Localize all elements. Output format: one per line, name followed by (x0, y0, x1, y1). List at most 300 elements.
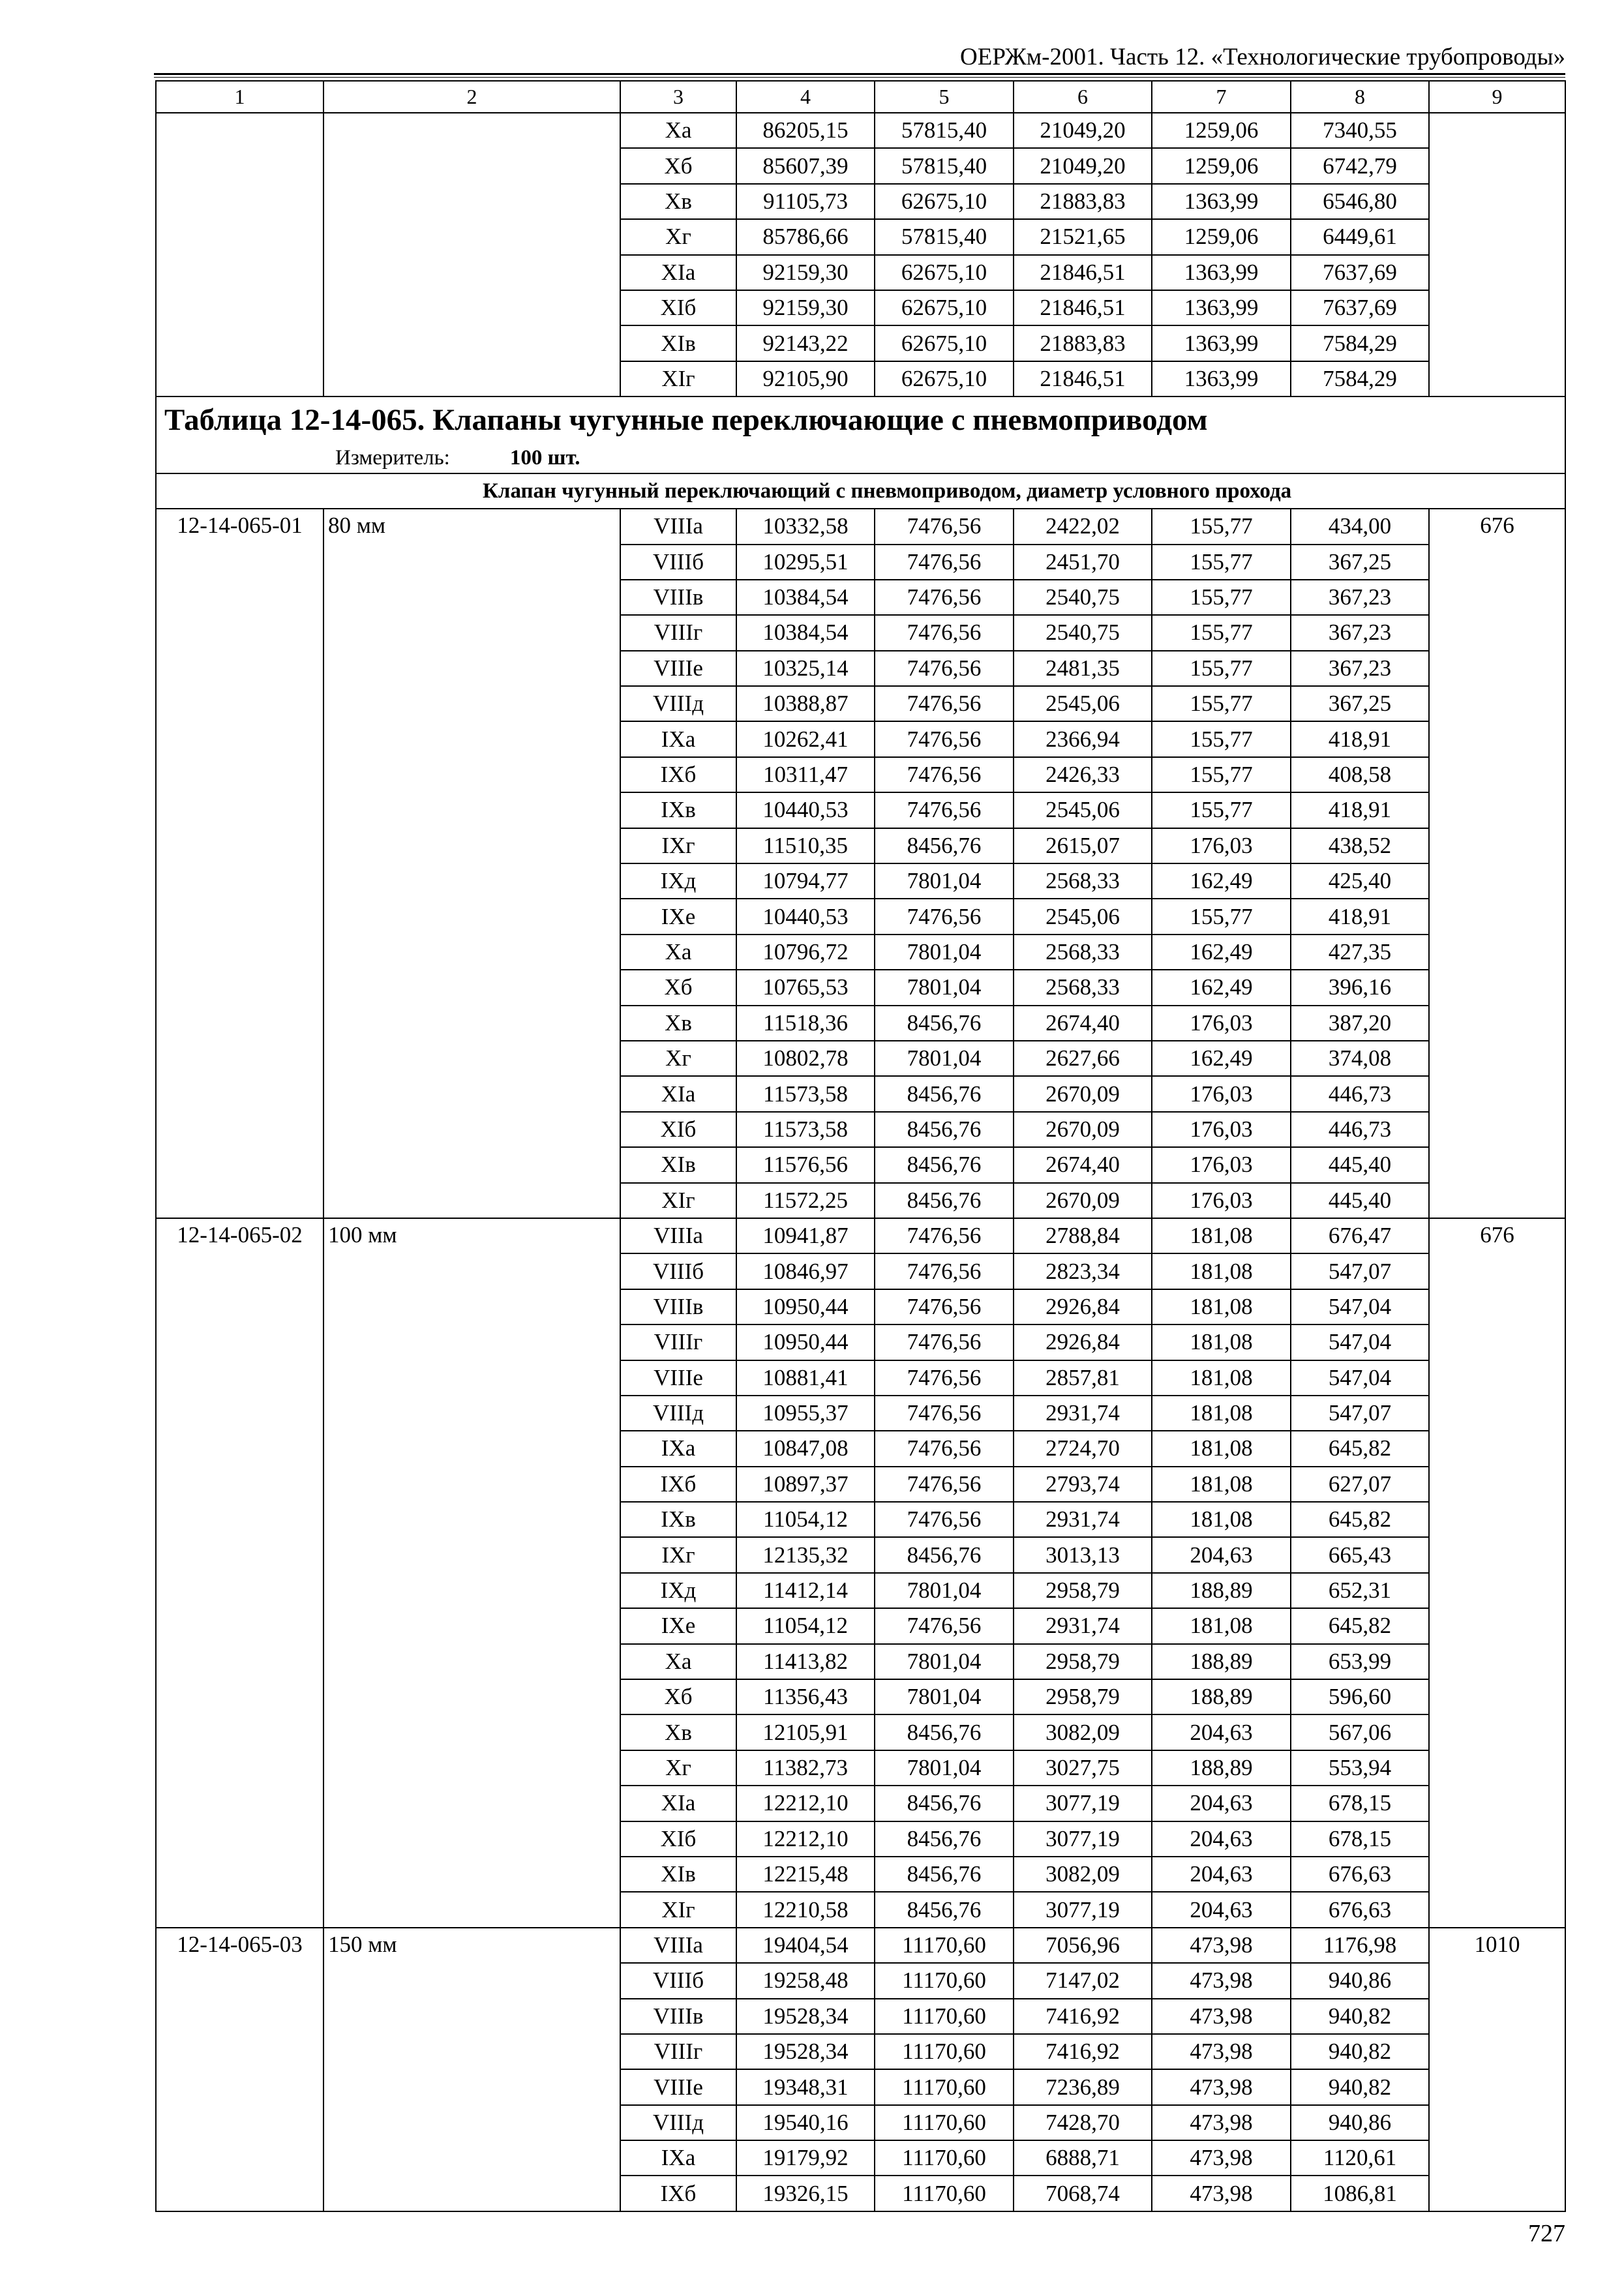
value-cell: 676,63 (1291, 1857, 1429, 1892)
value-cell: 12105,91 (736, 1714, 875, 1750)
column-number: 6 (1014, 81, 1152, 113)
value-cell: 10796,72 (736, 935, 875, 970)
zone-cell: VIIIa (620, 1218, 736, 1253)
value-cell: 1176,98 (1291, 1928, 1429, 1963)
zone-cell: VIIIa (620, 509, 736, 544)
value-cell: 11573,58 (736, 1112, 875, 1147)
value-cell: 2568,33 (1014, 863, 1152, 899)
value-cell: 57815,40 (875, 219, 1014, 254)
table-row (156, 1218, 1565, 1253)
zone-cell: IXб (620, 2176, 736, 2211)
zone-cell: VIIIв (620, 1999, 736, 2034)
value-cell: 2674,40 (1014, 1006, 1152, 1041)
value-cell: 2627,66 (1014, 1041, 1152, 1076)
empty-cell (1429, 113, 1565, 396)
value-cell: 2670,09 (1014, 1112, 1152, 1147)
empty-cell (323, 113, 620, 396)
column-number: 3 (620, 81, 736, 113)
value-cell: 204,63 (1152, 1821, 1291, 1857)
value-cell: 204,63 (1152, 1786, 1291, 1821)
value-cell: 21049,20 (1014, 113, 1152, 148)
table-row (156, 1928, 1565, 1963)
zone-cell: XIг (620, 1183, 736, 1218)
zone-cell: XIa (620, 1786, 736, 1821)
value-cell: 57815,40 (875, 113, 1014, 148)
table-title-cell (156, 396, 1565, 473)
value-cell: 473,98 (1152, 2069, 1291, 2104)
value-cell: 155,77 (1152, 686, 1291, 721)
value-cell: 8456,76 (875, 1183, 1014, 1218)
value-cell: 473,98 (1152, 2105, 1291, 2140)
value-cell: 11170,60 (875, 2034, 1014, 2069)
empty-cell (156, 113, 323, 396)
value-cell: 162,49 (1152, 863, 1291, 899)
table-title-row (156, 396, 1565, 473)
value-cell: 11518,36 (736, 1006, 875, 1041)
zone-cell: VIIIг (620, 1324, 736, 1360)
value-cell: 418,91 (1291, 721, 1429, 756)
value-cell: 19528,34 (736, 1999, 875, 2034)
value-cell: 2674,40 (1014, 1147, 1152, 1182)
value-cell: 12135,32 (736, 1537, 875, 1572)
value-cell: 12215,48 (736, 1857, 875, 1892)
value-cell: 188,89 (1152, 1750, 1291, 1786)
zone-cell: VIIIд (620, 686, 736, 721)
zone-cell: VIIIв (620, 580, 736, 615)
meter-label: Измеритель: (335, 446, 450, 470)
value-cell: 7416,92 (1014, 1999, 1152, 2034)
value-cell: 2793,74 (1014, 1467, 1152, 1502)
value-cell: 7476,56 (875, 1467, 1014, 1502)
value-cell: 10950,44 (736, 1289, 875, 1324)
value-cell: 1120,61 (1291, 2140, 1429, 2176)
value-cell: 7476,56 (875, 757, 1014, 792)
value-cell: 181,08 (1152, 1467, 1291, 1502)
value-cell: 408,58 (1291, 757, 1429, 792)
value-cell: 2540,75 (1014, 580, 1152, 615)
value-cell: 8456,76 (875, 1821, 1014, 1857)
value-cell: 19179,92 (736, 2140, 875, 2176)
zone-cell: IXe (620, 899, 736, 934)
value-cell: 940,82 (1291, 2069, 1429, 2104)
value-cell: 21883,83 (1014, 325, 1152, 361)
value-cell: 181,08 (1152, 1431, 1291, 1466)
value-cell: 7801,04 (875, 970, 1014, 1005)
value-cell: 367,23 (1291, 615, 1429, 650)
table-row (156, 113, 1565, 148)
value-cell: 3077,19 (1014, 1821, 1152, 1857)
value-cell: 2926,84 (1014, 1289, 1152, 1324)
value-cell: 1363,99 (1152, 255, 1291, 290)
value-cell: 2540,75 (1014, 615, 1152, 650)
value-cell: 181,08 (1152, 1396, 1291, 1431)
value-cell: 7584,29 (1291, 325, 1429, 361)
item-norm: 676 (1429, 1218, 1565, 1928)
zone-cell: IXe (620, 1608, 736, 1643)
zone-cell: IXд (620, 1573, 736, 1608)
value-cell: 2931,74 (1014, 1396, 1152, 1431)
value-cell: 2451,70 (1014, 545, 1152, 580)
meter-line (164, 443, 1557, 473)
value-cell: 155,77 (1152, 509, 1291, 544)
value-cell: 181,08 (1152, 1253, 1291, 1289)
value-cell: 8456,76 (875, 1147, 1014, 1182)
value-cell: 2670,09 (1014, 1183, 1152, 1218)
item-diameter: 150 мм (323, 1928, 620, 2211)
value-cell: 3027,75 (1014, 1750, 1152, 1786)
value-cell: 2958,79 (1014, 1679, 1152, 1714)
value-cell: 3082,09 (1014, 1714, 1152, 1750)
value-cell: 10388,87 (736, 686, 875, 721)
value-cell: 7236,89 (1014, 2069, 1152, 2104)
value-cell: 181,08 (1152, 1360, 1291, 1396)
value-cell: 645,82 (1291, 1608, 1429, 1643)
value-cell: 7801,04 (875, 1573, 1014, 1608)
value-cell: 653,99 (1291, 1644, 1429, 1679)
value-cell: 6546,80 (1291, 184, 1429, 219)
value-cell: 19528,34 (736, 2034, 875, 2069)
value-cell: 11170,60 (875, 1928, 1014, 1963)
value-cell: 21846,51 (1014, 290, 1152, 325)
value-cell: 446,73 (1291, 1112, 1429, 1147)
value-cell: 7801,04 (875, 935, 1014, 970)
zone-cell: VIIIб (620, 1963, 736, 1998)
value-cell: 547,07 (1291, 1396, 1429, 1431)
zone-cell: VIIIг (620, 615, 736, 650)
zone-cell: IXд (620, 863, 736, 899)
value-cell: 162,49 (1152, 970, 1291, 1005)
value-cell: 2931,74 (1014, 1502, 1152, 1537)
value-cell: 367,25 (1291, 686, 1429, 721)
value-cell: 62675,10 (875, 184, 1014, 219)
value-cell: 7476,56 (875, 721, 1014, 756)
value-cell: 7637,69 (1291, 290, 1429, 325)
value-cell: 676,47 (1291, 1218, 1429, 1253)
value-cell: 1259,06 (1152, 148, 1291, 183)
value-cell: 445,40 (1291, 1147, 1429, 1182)
value-cell: 7056,96 (1014, 1928, 1152, 1963)
value-cell: 10440,53 (736, 899, 875, 934)
zone-cell: VIIIв (620, 1289, 736, 1324)
item-diameter: 80 мм (323, 509, 620, 1218)
value-cell: 676,63 (1291, 1892, 1429, 1927)
zone-cell: VIIIд (620, 2105, 736, 2140)
value-cell: 10262,41 (736, 721, 875, 756)
value-cell: 21846,51 (1014, 361, 1152, 396)
value-cell: 7801,04 (875, 1750, 1014, 1786)
value-cell: 7476,56 (875, 1324, 1014, 1360)
zone-cell: VIIIe (620, 651, 736, 686)
value-cell: 62675,10 (875, 290, 1014, 325)
value-cell: 547,07 (1291, 1253, 1429, 1289)
value-cell: 11576,56 (736, 1147, 875, 1182)
zone-cell: Xг (620, 1041, 736, 1076)
value-cell: 176,03 (1152, 1112, 1291, 1147)
value-cell: 11170,60 (875, 1963, 1014, 1998)
running-header: ОЕРЖм-2001. Часть 12. «Технологические трубопроводы» (960, 44, 1565, 70)
zone-cell: Xa (620, 1644, 736, 1679)
value-cell: 8456,76 (875, 1786, 1014, 1821)
value-cell: 10332,58 (736, 509, 875, 544)
value-cell: 367,23 (1291, 580, 1429, 615)
zone-cell: XIб (620, 1112, 736, 1147)
zone-cell: IXa (620, 1431, 736, 1466)
value-cell: 10802,78 (736, 1041, 875, 1076)
value-cell: 418,91 (1291, 899, 1429, 934)
zone-cell: Xa (620, 113, 736, 148)
value-cell: 7416,92 (1014, 2034, 1152, 2069)
value-cell: 446,73 (1291, 1076, 1429, 1111)
value-cell: 155,77 (1152, 580, 1291, 615)
value-cell: 204,63 (1152, 1857, 1291, 1892)
value-cell: 7801,04 (875, 863, 1014, 899)
value-cell: 2823,34 (1014, 1253, 1152, 1289)
value-cell: 12212,10 (736, 1821, 875, 1857)
value-cell: 62675,10 (875, 361, 1014, 396)
value-cell: 86205,15 (736, 113, 875, 148)
value-cell: 2481,35 (1014, 651, 1152, 686)
value-cell: 2931,74 (1014, 1608, 1152, 1643)
zone-cell: XIa (620, 1076, 736, 1111)
table-subheading: Клапан чугунный переключающий с пневмоприводом, диаметр условного прохода (156, 473, 1565, 509)
value-cell: 162,49 (1152, 1041, 1291, 1076)
value-cell: 7476,56 (875, 509, 1014, 544)
value-cell: 2958,79 (1014, 1573, 1152, 1608)
value-cell: 547,04 (1291, 1289, 1429, 1324)
value-cell: 2568,33 (1014, 970, 1152, 1005)
zone-cell: VIIIe (620, 1360, 736, 1396)
value-cell: 7476,56 (875, 1502, 1014, 1537)
zone-cell: IXб (620, 757, 736, 792)
value-cell: 8456,76 (875, 1892, 1014, 1927)
zone-cell: Xб (620, 148, 736, 183)
value-cell: 2366,94 (1014, 721, 1152, 756)
value-cell: 10311,47 (736, 757, 875, 792)
value-cell: 3013,13 (1014, 1537, 1152, 1572)
value-cell: 7476,56 (875, 1360, 1014, 1396)
value-cell: 7476,56 (875, 899, 1014, 934)
zone-cell: IXг (620, 828, 736, 863)
value-cell: 188,89 (1152, 1679, 1291, 1714)
value-cell: 7476,56 (875, 1431, 1014, 1466)
value-cell: 645,82 (1291, 1431, 1429, 1466)
page-number: 727 (1528, 2220, 1565, 2247)
value-cell: 7068,74 (1014, 2176, 1152, 2211)
table-row (156, 509, 1565, 544)
zone-cell: XIб (620, 290, 736, 325)
value-cell: 7476,56 (875, 545, 1014, 580)
value-cell: 181,08 (1152, 1218, 1291, 1253)
value-cell: 1363,99 (1152, 184, 1291, 219)
value-cell: 155,77 (1152, 545, 1291, 580)
value-cell: 155,77 (1152, 651, 1291, 686)
value-cell: 11382,73 (736, 1750, 875, 1786)
meter-value: 100 шт. (509, 446, 580, 470)
value-cell: 418,91 (1291, 792, 1429, 828)
zone-cell: VIIIб (620, 1253, 736, 1289)
value-cell: 596,60 (1291, 1679, 1429, 1714)
value-cell: 7801,04 (875, 1041, 1014, 1076)
zone-cell: VIIIд (620, 1396, 736, 1431)
value-cell: 387,20 (1291, 1006, 1429, 1041)
value-cell: 425,40 (1291, 863, 1429, 899)
value-cell: 21883,83 (1014, 184, 1152, 219)
zone-cell: XIв (620, 1857, 736, 1892)
value-cell: 2426,33 (1014, 757, 1152, 792)
value-cell: 7476,56 (875, 615, 1014, 650)
value-cell: 6742,79 (1291, 148, 1429, 183)
value-cell: 11356,43 (736, 1679, 875, 1714)
zone-cell: XIв (620, 325, 736, 361)
value-cell: 12210,58 (736, 1892, 875, 1927)
value-cell: 10881,41 (736, 1360, 875, 1396)
value-cell: 2615,07 (1014, 828, 1152, 863)
zone-cell: IXв (620, 1502, 736, 1537)
value-cell: 92105,90 (736, 361, 875, 396)
zone-cell: Xв (620, 1006, 736, 1041)
value-cell: 367,23 (1291, 651, 1429, 686)
value-cell: 7637,69 (1291, 255, 1429, 290)
zone-cell: Xв (620, 184, 736, 219)
value-cell: 547,04 (1291, 1324, 1429, 1360)
value-cell: 2857,81 (1014, 1360, 1152, 1396)
value-cell: 473,98 (1152, 2034, 1291, 2069)
value-cell: 1363,99 (1152, 361, 1291, 396)
value-cell: 10325,14 (736, 651, 875, 686)
value-cell: 19404,54 (736, 1928, 875, 1963)
value-cell: 11054,12 (736, 1502, 875, 1537)
value-cell: 7147,02 (1014, 1963, 1152, 1998)
value-cell: 2545,06 (1014, 686, 1152, 721)
value-cell: 2545,06 (1014, 899, 1152, 934)
value-cell: 7476,56 (875, 686, 1014, 721)
value-cell: 204,63 (1152, 1892, 1291, 1927)
header-rule (154, 73, 1565, 75)
item-norm: 676 (1429, 509, 1565, 1218)
column-number: 2 (323, 81, 620, 113)
column-number: 5 (875, 81, 1014, 113)
value-cell: 2724,70 (1014, 1431, 1152, 1466)
value-cell: 553,94 (1291, 1750, 1429, 1786)
header-rule-thin (154, 77, 1565, 78)
value-cell: 940,86 (1291, 2105, 1429, 2140)
value-cell: 11054,12 (736, 1608, 875, 1643)
value-cell: 6888,71 (1014, 2140, 1152, 2176)
value-cell: 7476,56 (875, 1253, 1014, 1289)
value-cell: 7476,56 (875, 1396, 1014, 1431)
zone-cell: Xб (620, 1679, 736, 1714)
zone-cell: IXa (620, 721, 736, 756)
value-cell: 1363,99 (1152, 290, 1291, 325)
value-cell: 7476,56 (875, 651, 1014, 686)
value-cell: 427,35 (1291, 935, 1429, 970)
zone-cell: Xг (620, 219, 736, 254)
value-cell: 204,63 (1152, 1537, 1291, 1572)
zone-cell: VIIIб (620, 545, 736, 580)
column-number: 1 (156, 81, 323, 113)
value-cell: 10295,51 (736, 545, 875, 580)
value-cell: 940,86 (1291, 1963, 1429, 1998)
column-number: 9 (1429, 81, 1565, 113)
value-cell: 85786,66 (736, 219, 875, 254)
table-title: Таблица 12-14-065. Клапаны чугунные переключающие с пневмоприводом (164, 403, 1208, 438)
value-cell: 8456,76 (875, 1112, 1014, 1147)
value-cell: 92159,30 (736, 255, 875, 290)
value-cell: 367,25 (1291, 545, 1429, 580)
column-number: 4 (736, 81, 875, 113)
value-cell: 21521,65 (1014, 219, 1152, 254)
value-cell: 19348,31 (736, 2069, 875, 2104)
value-cell: 678,15 (1291, 1786, 1429, 1821)
value-cell: 10846,97 (736, 1253, 875, 1289)
value-cell: 940,82 (1291, 1999, 1429, 2034)
value-cell: 652,31 (1291, 1573, 1429, 1608)
item-code: 12-14-065-01 (156, 509, 323, 1218)
value-cell: 473,98 (1152, 2140, 1291, 2176)
value-cell: 155,77 (1152, 899, 1291, 934)
value-cell: 155,77 (1152, 792, 1291, 828)
value-cell: 2670,09 (1014, 1076, 1152, 1111)
value-cell: 21846,51 (1014, 255, 1152, 290)
zone-cell: XIб (620, 1821, 736, 1857)
value-cell: 10384,54 (736, 615, 875, 650)
value-cell: 7476,56 (875, 792, 1014, 828)
value-cell: 10950,44 (736, 1324, 875, 1360)
value-cell: 473,98 (1152, 1963, 1291, 1998)
value-cell: 473,98 (1152, 2176, 1291, 2211)
value-cell: 7584,29 (1291, 361, 1429, 396)
value-cell: 6449,61 (1291, 219, 1429, 254)
item-diameter: 100 мм (323, 1218, 620, 1928)
value-cell: 7428,70 (1014, 2105, 1152, 2140)
value-cell: 445,40 (1291, 1183, 1429, 1218)
value-cell: 11170,60 (875, 2176, 1014, 2211)
value-cell: 2958,79 (1014, 1644, 1152, 1679)
value-cell: 181,08 (1152, 1502, 1291, 1537)
value-cell: 3082,09 (1014, 1857, 1152, 1892)
value-cell: 8456,76 (875, 1714, 1014, 1750)
value-cell: 2926,84 (1014, 1324, 1152, 1360)
value-cell: 7801,04 (875, 1679, 1014, 1714)
item-code: 12-14-065-03 (156, 1928, 323, 2211)
value-cell: 10847,08 (736, 1431, 875, 1466)
value-cell: 8456,76 (875, 1537, 1014, 1572)
column-number: 7 (1152, 81, 1291, 113)
value-cell: 11573,58 (736, 1076, 875, 1111)
value-cell: 2545,06 (1014, 792, 1152, 828)
value-cell: 162,49 (1152, 935, 1291, 970)
zone-cell: Xa (620, 935, 736, 970)
value-cell: 155,77 (1152, 721, 1291, 756)
value-cell: 11412,14 (736, 1573, 875, 1608)
value-cell: 940,82 (1291, 2034, 1429, 2069)
item-norm: 1010 (1429, 1928, 1565, 2211)
value-cell: 181,08 (1152, 1324, 1291, 1360)
value-cell: 1259,06 (1152, 113, 1291, 148)
value-cell: 645,82 (1291, 1502, 1429, 1537)
value-cell: 627,07 (1291, 1467, 1429, 1502)
value-cell: 19258,48 (736, 1963, 875, 1998)
value-cell: 8456,76 (875, 1076, 1014, 1111)
value-cell: 11170,60 (875, 2105, 1014, 2140)
value-cell: 396,16 (1291, 970, 1429, 1005)
value-cell: 665,43 (1291, 1537, 1429, 1572)
column-number-row (156, 81, 1565, 113)
column-number: 8 (1291, 81, 1429, 113)
value-cell: 1086,81 (1291, 2176, 1429, 2211)
value-cell: 678,15 (1291, 1821, 1429, 1857)
value-cell: 62675,10 (875, 325, 1014, 361)
